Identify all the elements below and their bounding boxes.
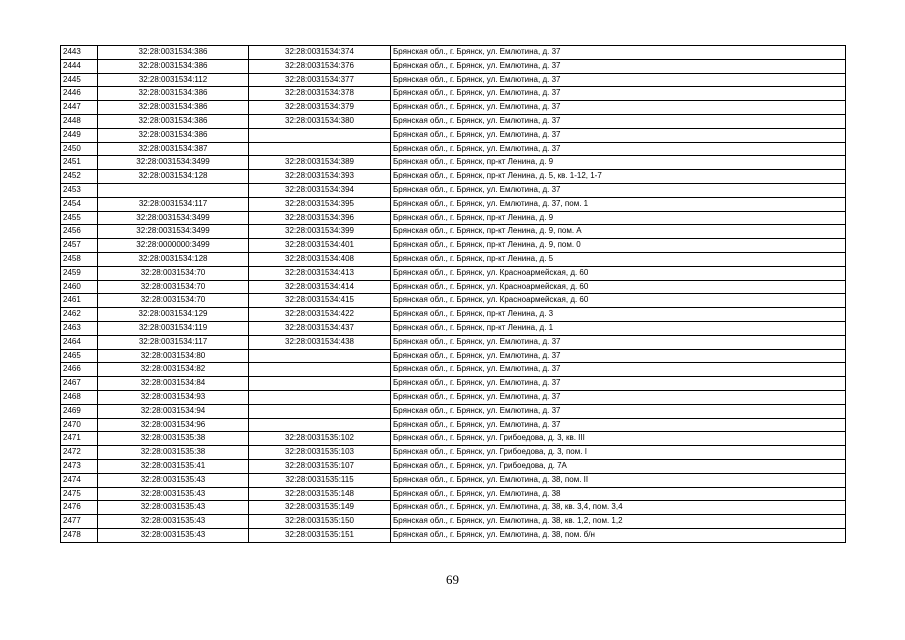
row-number-cell: 2477 [61, 515, 98, 529]
address-cell: Брянская обл., г. Брянск, ул. Емлютина, д. 38, кв. 1,2, пом. 1,2 [391, 515, 846, 529]
object-number-cell: 32:28:0031535:148 [249, 487, 391, 501]
parcel-number-cell: 32:28:0031534:386 [98, 46, 249, 60]
object-number-cell [249, 418, 391, 432]
parcel-number-cell: 32:28:0031534:84 [98, 377, 249, 391]
parcel-number-cell: 32:28:0031534:80 [98, 349, 249, 363]
table-row [61, 266, 846, 280]
parcel-number-cell: 32:28:0031534:119 [98, 321, 249, 335]
parcel-number-cell: 32:28:0031534:117 [98, 197, 249, 211]
row-number-cell: 2455 [61, 211, 98, 225]
parcel-number-cell: 32:28:0031535:43 [98, 487, 249, 501]
table-row [61, 432, 846, 446]
table-row [61, 294, 846, 308]
table-row [61, 252, 846, 266]
address-cell: Брянская обл., г. Брянск, ул. Грибоедова, д. 3, пом. I [391, 446, 846, 460]
row-number-cell: 2458 [61, 252, 98, 266]
row-number-cell: 2462 [61, 308, 98, 322]
address-cell: Брянская обл., г. Брянск, пр-кт Ленина, д. 9 [391, 156, 846, 170]
row-number-cell: 2465 [61, 349, 98, 363]
object-number-cell: 32:28:0031534:415 [249, 294, 391, 308]
table-row [61, 335, 846, 349]
parcel-number-cell: 32:28:0031534:386 [98, 128, 249, 142]
row-number-cell: 2469 [61, 404, 98, 418]
parcel-number-cell: 32:28:0031534:3499 [98, 156, 249, 170]
parcel-number-cell: 32:28:0000000:3499 [98, 239, 249, 253]
parcel-number-cell: 32:28:0031534:3499 [98, 225, 249, 239]
row-number-cell: 2457 [61, 239, 98, 253]
object-number-cell [249, 142, 391, 156]
object-number-cell: 32:28:0031534:413 [249, 266, 391, 280]
object-number-cell: 32:28:0031534:394 [249, 183, 391, 197]
table-row [61, 446, 846, 460]
object-number-cell: 32:28:0031534:438 [249, 335, 391, 349]
address-cell: Брянская обл., г. Брянск, ул. Емлютина, д. 37 [391, 46, 846, 60]
row-number-cell: 2464 [61, 335, 98, 349]
object-number-cell: 32:28:0031535:103 [249, 446, 391, 460]
address-cell: Брянская обл., г. Брянск, ул. Красноармейская, д. 60 [391, 280, 846, 294]
object-number-cell: 32:28:0031534:389 [249, 156, 391, 170]
table-row [61, 73, 846, 87]
parcel-number-cell: 32:28:0031534:386 [98, 87, 249, 101]
address-cell: Брянская обл., г. Брянск, ул. Емлютина, д. 37 [391, 363, 846, 377]
row-number-cell: 2478 [61, 528, 98, 542]
table-row [61, 418, 846, 432]
address-cell: Брянская обл., г. Брянск, пр-кт Ленина, д. 9, пом. 0 [391, 239, 846, 253]
table-row [61, 59, 846, 73]
row-number-cell: 2459 [61, 266, 98, 280]
object-number-cell: 32:28:0031535:102 [249, 432, 391, 446]
address-cell: Брянская обл., г. Брянск, ул. Емлютина, д. 38 [391, 487, 846, 501]
address-cell: Брянская обл., г. Брянск, ул. Емлютина, д. 37 [391, 87, 846, 101]
row-number-cell: 2466 [61, 363, 98, 377]
row-number-cell: 2445 [61, 73, 98, 87]
parcel-number-cell: 32:28:0031534:96 [98, 418, 249, 432]
row-number-cell: 2449 [61, 128, 98, 142]
parcel-number-cell: 32:28:0031534:386 [98, 59, 249, 73]
object-number-cell [249, 363, 391, 377]
parcel-number-cell: 32:28:0031535:43 [98, 501, 249, 515]
row-number-cell: 2451 [61, 156, 98, 170]
object-number-cell: 32:28:0031534:422 [249, 308, 391, 322]
address-cell: Брянская обл., г. Брянск, ул. Емлютина, д. 37 [391, 73, 846, 87]
table-row [61, 87, 846, 101]
address-cell: Брянская обл., г. Брянск, ул. Грибоедова, д. 7А [391, 459, 846, 473]
parcel-number-cell: 32:28:0031534:70 [98, 280, 249, 294]
parcel-number-cell: 32:28:0031534:386 [98, 101, 249, 115]
object-number-cell: 32:28:0031534:379 [249, 101, 391, 115]
row-number-cell: 2475 [61, 487, 98, 501]
object-number-cell [249, 390, 391, 404]
object-number-cell: 32:28:0031534:399 [249, 225, 391, 239]
table-row [61, 211, 846, 225]
parcel-number-cell: 32:28:0031534:94 [98, 404, 249, 418]
row-number-cell: 2454 [61, 197, 98, 211]
address-cell: Брянская обл., г. Брянск, ул. Емлютина, д. 37 [391, 101, 846, 115]
object-number-cell [249, 349, 391, 363]
address-cell: Брянская обл., г. Брянск, пр-кт Ленина, д. 9 [391, 211, 846, 225]
object-number-cell [249, 128, 391, 142]
object-number-cell: 32:28:0031535:149 [249, 501, 391, 515]
parcel-number-cell: 32:28:0031534:387 [98, 142, 249, 156]
object-number-cell: 32:28:0031534:408 [249, 252, 391, 266]
address-cell: Брянская обл., г. Брянск, ул. Красноармейская, д. 60 [391, 266, 846, 280]
row-number-cell: 2447 [61, 101, 98, 115]
table-row [61, 114, 846, 128]
row-number-cell: 2446 [61, 87, 98, 101]
object-number-cell: 32:28:0031534:374 [249, 46, 391, 60]
row-number-cell: 2473 [61, 459, 98, 473]
object-number-cell: 32:28:0031535:115 [249, 473, 391, 487]
object-number-cell: 32:28:0031534:378 [249, 87, 391, 101]
row-number-cell: 2463 [61, 321, 98, 335]
address-cell: Брянская обл., г. Брянск, ул. Емлютина, д. 37 [391, 114, 846, 128]
page-number: 69 [446, 572, 459, 587]
parcel-number-cell: 32:28:0031535:43 [98, 515, 249, 529]
row-number-cell: 2467 [61, 377, 98, 391]
parcel-number-cell [98, 183, 249, 197]
address-cell: Брянская обл., г. Брянск, ул. Емлютина, д. 37 [391, 59, 846, 73]
parcel-number-cell: 32:28:0031535:41 [98, 459, 249, 473]
table-row [61, 501, 846, 515]
address-cell: Брянская обл., г. Брянск, ул. Емлютина, д. 37 [391, 128, 846, 142]
row-number-cell: 2444 [61, 59, 98, 73]
table-row [61, 308, 846, 322]
address-cell: Брянская обл., г. Брянск, ул. Емлютина, д. 38, кв. 3,4, пом. 3,4 [391, 501, 846, 515]
object-number-cell: 32:28:0031535:150 [249, 515, 391, 529]
table-row [61, 225, 846, 239]
address-cell: Брянская обл., г. Брянск, ул. Красноармейская, д. 60 [391, 294, 846, 308]
address-cell: Брянская обл., г. Брянск, ул. Емлютина, д. 38, пом. II [391, 473, 846, 487]
table-row [61, 128, 846, 142]
table-row [61, 156, 846, 170]
object-number-cell: 32:28:0031534:376 [249, 59, 391, 73]
object-number-cell: 32:28:0031534:437 [249, 321, 391, 335]
parcel-number-cell: 32:28:0031534:112 [98, 73, 249, 87]
row-number-cell: 2448 [61, 114, 98, 128]
row-number-cell: 2472 [61, 446, 98, 460]
row-number-cell: 2460 [61, 280, 98, 294]
address-cell: Брянская обл., г. Брянск, пр-кт Ленина, д. 5 [391, 252, 846, 266]
row-number-cell: 2476 [61, 501, 98, 515]
object-number-cell: 32:28:0031534:395 [249, 197, 391, 211]
address-cell: Брянская обл., г. Брянск, ул. Емлютина, д. 37 [391, 183, 846, 197]
table-row [61, 183, 846, 197]
address-cell: Брянская обл., г. Брянск, ул. Емлютина, д. 37 [391, 418, 846, 432]
table-row [61, 404, 846, 418]
row-number-cell: 2453 [61, 183, 98, 197]
table-row [61, 197, 846, 211]
object-number-cell: 32:28:0031534:380 [249, 114, 391, 128]
parcel-number-cell: 32:28:0031534:82 [98, 363, 249, 377]
table-row [61, 239, 846, 253]
parcel-number-cell: 32:28:0031534:128 [98, 170, 249, 184]
table-body [61, 46, 846, 543]
parcel-number-cell: 32:28:0031534:70 [98, 294, 249, 308]
row-number-cell: 2461 [61, 294, 98, 308]
row-number-cell: 2456 [61, 225, 98, 239]
parcel-number-cell: 32:28:0031535:43 [98, 528, 249, 542]
parcel-number-cell: 32:28:0031534:70 [98, 266, 249, 280]
address-cell: Брянская обл., г. Брянск, ул. Емлютина, д. 37 [391, 349, 846, 363]
address-cell: Брянская обл., г. Брянск, пр-кт Ленина, д. 9, пом. А [391, 225, 846, 239]
table-row [61, 459, 846, 473]
parcel-number-cell: 32:28:0031534:93 [98, 390, 249, 404]
object-number-cell [249, 404, 391, 418]
address-cell: Брянская обл., г. Брянск, пр-кт Ленина, д. 5, кв. 1-12, 1-7 [391, 170, 846, 184]
table-row [61, 390, 846, 404]
address-cell: Брянская обл., г. Брянск, пр-кт Ленина, д. 1 [391, 321, 846, 335]
table-row [61, 101, 846, 115]
address-cell: Брянская обл., г. Брянск, ул. Емлютина, д. 37 [391, 377, 846, 391]
parcel-number-cell: 32:28:0031534:3499 [98, 211, 249, 225]
row-number-cell: 2470 [61, 418, 98, 432]
parcel-number-cell: 32:28:0031535:43 [98, 473, 249, 487]
object-number-cell: 32:28:0031534:396 [249, 211, 391, 225]
table-row [61, 142, 846, 156]
table-row [61, 377, 846, 391]
row-number-cell: 2443 [61, 46, 98, 60]
parcel-number-cell: 32:28:0031534:129 [98, 308, 249, 322]
address-cell: Брянская обл., г. Брянск, пр-кт Ленина, д. 3 [391, 308, 846, 322]
table-row [61, 363, 846, 377]
table-row [61, 321, 846, 335]
address-cell: Брянская обл., г. Брянск, ул. Грибоедова, д. 3, кв. III [391, 432, 846, 446]
table-row [61, 170, 846, 184]
address-cell: Брянская обл., г. Брянск, ул. Емлютина, д. 37 [391, 335, 846, 349]
parcel-number-cell: 32:28:0031534:117 [98, 335, 249, 349]
address-cell: Брянская обл., г. Брянск, ул. Емлютина, д. 38, пом. б/н [391, 528, 846, 542]
address-cell: Брянская обл., г. Брянск, ул. Емлютина, д. 37 [391, 404, 846, 418]
object-number-cell: 32:28:0031534:393 [249, 170, 391, 184]
table-row [61, 46, 846, 60]
object-number-cell: 32:28:0031535:107 [249, 459, 391, 473]
table-row [61, 473, 846, 487]
parcel-number-cell: 32:28:0031535:38 [98, 432, 249, 446]
row-number-cell: 2471 [61, 432, 98, 446]
object-number-cell: 32:28:0031534:377 [249, 73, 391, 87]
address-cell: Брянская обл., г. Брянск, ул. Емлютина, д. 37, пом. 1 [391, 197, 846, 211]
row-number-cell: 2452 [61, 170, 98, 184]
parcel-number-cell: 32:28:0031535:38 [98, 446, 249, 460]
table-row [61, 528, 846, 542]
object-number-cell: 32:28:0031534:414 [249, 280, 391, 294]
table-row [61, 280, 846, 294]
table-row [61, 349, 846, 363]
object-number-cell [249, 377, 391, 391]
cadastral-table [60, 45, 846, 543]
table-row [61, 487, 846, 501]
parcel-number-cell: 32:28:0031534:386 [98, 114, 249, 128]
row-number-cell: 2468 [61, 390, 98, 404]
address-cell: Брянская обл., г. Брянск, ул. Емлютина, д. 37 [391, 142, 846, 156]
table-row [61, 515, 846, 529]
parcel-number-cell: 32:28:0031534:128 [98, 252, 249, 266]
object-number-cell: 32:28:0031535:151 [249, 528, 391, 542]
object-number-cell: 32:28:0031534:401 [249, 239, 391, 253]
row-number-cell: 2474 [61, 473, 98, 487]
address-cell: Брянская обл., г. Брянск, ул. Емлютина, д. 37 [391, 390, 846, 404]
row-number-cell: 2450 [61, 142, 98, 156]
